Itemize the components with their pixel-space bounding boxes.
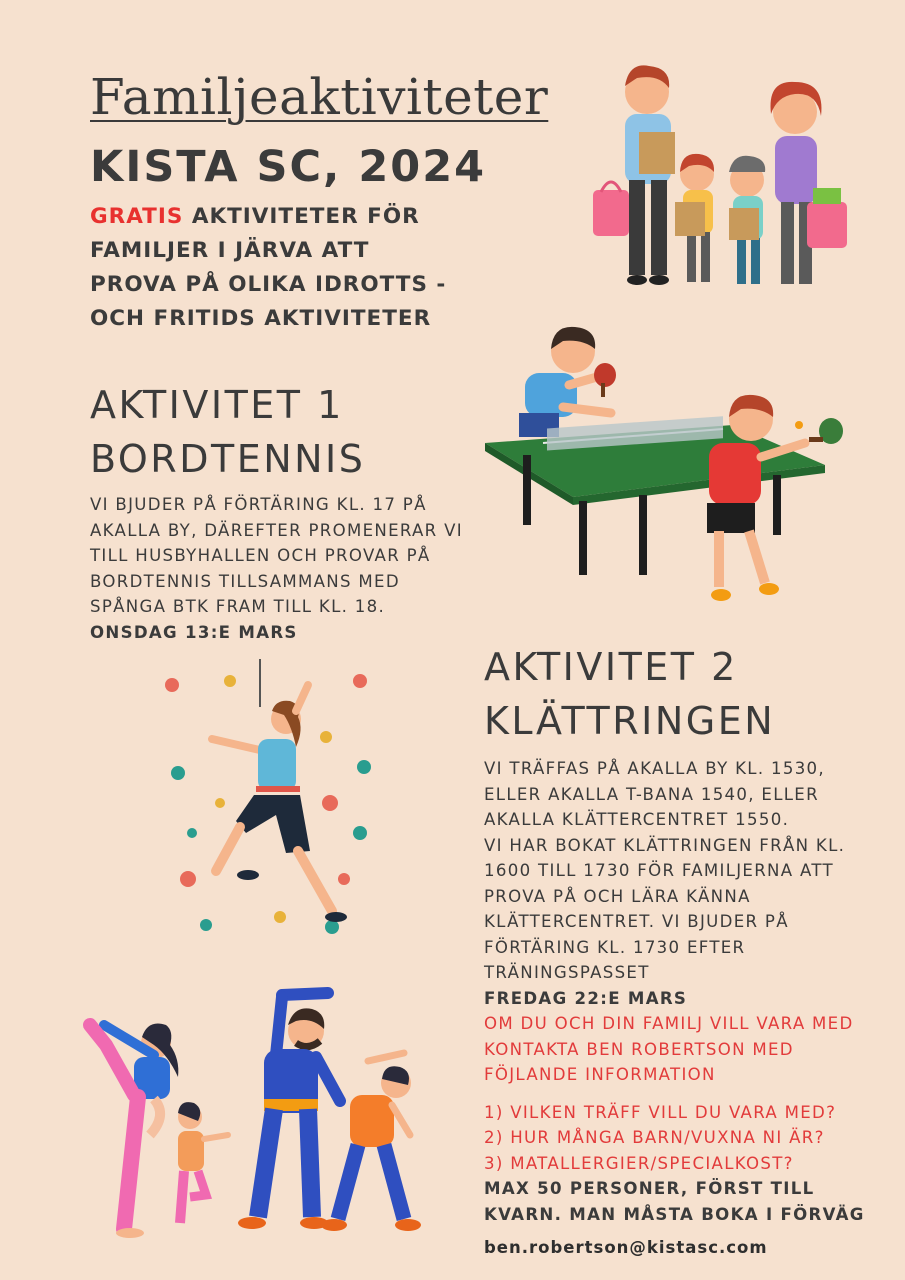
activity1-line: VI BJUDER PÅ FÖRTÄRING KL. 17 PÅ — [90, 495, 427, 514]
question-item: 3) MATALLERGIER/SPECIALKOST? — [484, 1153, 794, 1173]
activity1-date: ONSDAG 13:E MARS — [90, 622, 298, 642]
intro-text — [90, 200, 510, 336]
activity1-line: BORDTENNIS TILLSAMMANS MED — [90, 571, 400, 591]
intro-line: FAMILJER I JÄRVA ATT — [90, 238, 370, 263]
activity1-line: SPÅNGA BTK FRAM TILL KL. 18. — [90, 597, 386, 616]
activity1-line: TILL HUSBYHALLEN OCH PROVAR PÅ — [90, 546, 431, 565]
intro-line: PROVA PÅ OLIKA IDROTTS - — [90, 272, 447, 297]
activity2-line: VI HAR BOKAT KLÄTTRINGEN FRÅN KL. — [484, 835, 846, 855]
activity2-description — [484, 756, 884, 1227]
climbing-wall-illustration — [160, 655, 390, 940]
activity2-line: PROVA PÅ OCH LÄRA KÄNNA — [484, 886, 751, 906]
activity2-heading-line2: KLÄTTRINGEN — [484, 699, 776, 743]
family-shopping-illustration — [585, 62, 845, 297]
table-tennis-illustration — [483, 325, 853, 610]
intro-line: AKTIVITETER FÖR — [183, 204, 420, 229]
contact-intro-line: FÖJLANDE INFORMATION — [484, 1065, 716, 1084]
activity2-line: ELLER AKALLA T-BANA 1540, ELLER — [484, 784, 819, 804]
contact-questions — [484, 1100, 884, 1177]
page-subtitle: KISTA SC, 2024 — [90, 142, 487, 192]
activity1-description — [90, 492, 490, 645]
activity2-section — [484, 640, 775, 748]
capacity-note — [484, 1176, 884, 1227]
contact-intro-line: KONTAKTA BEN ROBERTSON MED — [484, 1039, 794, 1059]
activity1-line: AKALLA BY, DÄREFTER PROMENERAR VI — [90, 520, 463, 540]
intro-line: OCH FRITIDS AKTIVITETER — [90, 306, 432, 331]
activity2-line: AKALLA KLÄTTERCENTRET 1550. — [484, 810, 790, 829]
activity2-line: TRÄNINGSPASSET — [484, 963, 650, 982]
activity2-line: KLÄTTERCENTRET. VI BJUDER PÅ — [484, 912, 789, 931]
question-item: 1) VILKEN TRÄFF VILL DU VARA MED? — [484, 1102, 837, 1122]
activity1-heading-line1: AKTIVITET 1 — [90, 383, 344, 427]
activity2-line: VI TRÄFFAS PÅ AKALLA BY KL. 1530, — [484, 759, 825, 778]
activity1-section — [90, 378, 365, 486]
contact-email[interactable]: ben.robertson@kistasc.com — [484, 1238, 768, 1257]
activity2-date: FREDAG 22:E MARS — [484, 988, 688, 1008]
contact-intro-line: OM DU OCH DIN FAMILJ VILL VARA MED — [484, 1014, 854, 1033]
family-exercise-illustration — [50, 985, 430, 1240]
question-item: 2) HUR MÅNGA BARN/VUXNA NI ÄR? — [484, 1128, 825, 1147]
contact-intro — [484, 1011, 884, 1088]
capacity-line: MAX 50 PERSONER, FÖRST TILL — [484, 1179, 815, 1198]
gratis-highlight: GRATIS — [90, 204, 184, 229]
capacity-line: KVARN. MAN MÅSTA BOKA I FÖRVÄG — [484, 1204, 865, 1224]
page-title: Familjeaktiviteter — [90, 68, 549, 126]
activity1-heading-line2: BORDTENNIS — [90, 437, 366, 481]
activity2-heading-line1: AKTIVITET 2 — [484, 645, 738, 689]
activity2-line: 1600 TILL 1730 FÖR FAMILJERNA ATT — [484, 861, 834, 880]
activity2-line: FÖRTÄRING KL. 1730 EFTER — [484, 937, 746, 957]
